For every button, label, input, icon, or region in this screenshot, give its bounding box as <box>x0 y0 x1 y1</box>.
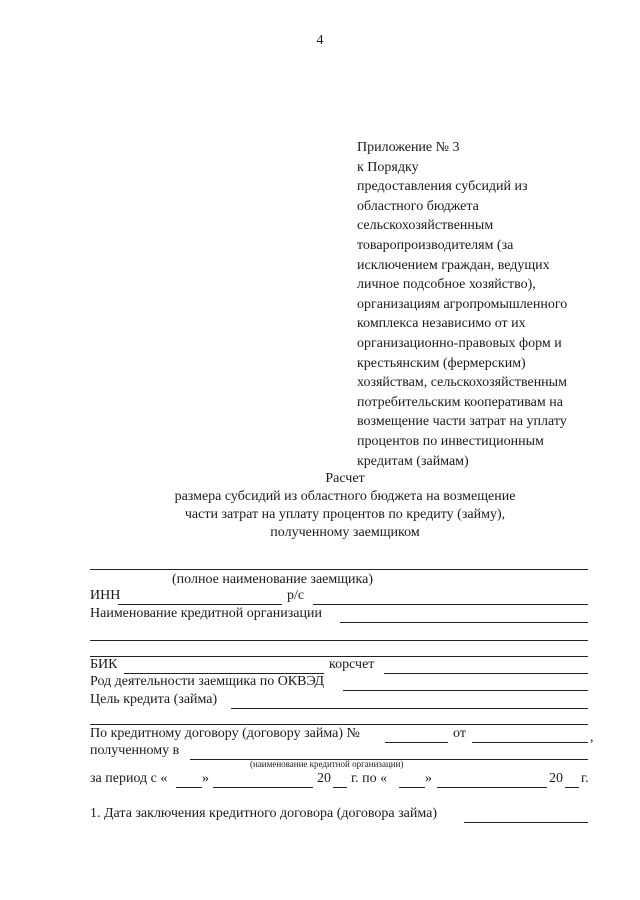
inn-label: ИНН <box>90 588 121 603</box>
corr-account-field[interactable] <box>384 673 588 674</box>
period-start-month-field[interactable] <box>213 787 313 788</box>
annex-header <box>357 138 567 471</box>
item1-label: 1. Дата заключения кредитного договора (договора займа) <box>90 806 438 821</box>
borrower-caption: (полное наименование заемщика) <box>172 572 373 587</box>
annex-line: к Порядку <box>357 159 419 175</box>
purpose-field[interactable] <box>231 708 588 709</box>
okved-label: Род деятельности заемщика по ОКВЭД <box>90 674 325 689</box>
purpose-label: Цель кредита (займа) <box>90 692 218 707</box>
title-line: полученному заемщиком <box>270 525 420 540</box>
annex-line: хозяйствам, сельскохозяйственным <box>357 375 567 391</box>
annex-line: Приложение № 3 <box>357 140 460 155</box>
year-suffix: г. <box>581 771 589 786</box>
annex-line: предоставления субсидий из <box>357 179 528 195</box>
credit-org-caption: (наименование кредитной организации) <box>250 759 404 769</box>
page-number: 4 <box>316 33 324 48</box>
annex-line: организациям агропромышленного <box>357 296 568 312</box>
annex-line: потребительским кооперативам на <box>357 394 563 410</box>
agreement-date-field[interactable] <box>472 742 588 743</box>
comma: , <box>590 730 594 745</box>
quote-close: » <box>202 771 209 786</box>
annex-line: кредитам (займам) <box>357 453 469 469</box>
agreement-conclusion-date-field[interactable] <box>464 822 588 823</box>
annex-line: возмещение части затрат на уплату <box>357 414 567 430</box>
period-end-year-field[interactable] <box>565 787 579 788</box>
agreement-number-field[interactable] <box>385 742 448 743</box>
period-start-day-field[interactable] <box>176 787 202 788</box>
received-label: полученному в <box>90 743 180 758</box>
document-title <box>0 470 640 542</box>
period-start-year-field[interactable] <box>333 787 347 788</box>
annex-line: комплекса независимо от их <box>357 316 526 332</box>
okved-field[interactable] <box>343 690 588 691</box>
year-prefix: 20 <box>549 771 563 786</box>
inn-field[interactable] <box>118 604 282 605</box>
account-label: р/с <box>287 588 305 603</box>
annex-line: исключением граждан, ведущих <box>357 257 550 273</box>
title-line: части затрат на уплату процентов по кредиту (займу), <box>184 507 506 522</box>
annex-line: областного бюджета <box>357 198 479 214</box>
quote-close: » <box>425 771 432 786</box>
agreement-label: По кредитному договору (договору займа) № <box>90 726 360 741</box>
credit-org-field-line-2[interactable] <box>90 640 588 641</box>
annex-line: организационно-правовых форм и <box>357 335 562 351</box>
purpose-field-line-2[interactable] <box>90 724 588 725</box>
title-line: Расчет <box>325 471 365 486</box>
annex-line: сельскохозяйственным <box>357 218 494 234</box>
annex-line: товаропроизводителям (за <box>357 237 514 253</box>
annex-line: процентов по инвестиционным <box>357 433 544 449</box>
corr-account-label: корсчет <box>329 657 375 672</box>
from-label: от <box>453 726 466 741</box>
annex-line: личное подсобное хозяйство), <box>357 277 536 293</box>
title-line: размера субсидий из областного бюджета на возмещение <box>174 489 516 504</box>
period-to-label: г. по « <box>351 771 388 786</box>
period-end-day-field[interactable] <box>399 787 425 788</box>
credit-org-field[interactable] <box>340 622 588 623</box>
year-prefix: 20 <box>317 771 331 786</box>
period-start-label: за период с « <box>90 771 168 786</box>
bik-label: БИК <box>90 657 118 672</box>
annex-line: крестьянским (фермерским) <box>357 355 526 371</box>
borrower-name-field[interactable] <box>90 569 588 570</box>
account-field[interactable] <box>313 604 588 605</box>
period-end-month-field[interactable] <box>437 787 547 788</box>
credit-org-label: Наименование кредитной организации <box>90 606 322 621</box>
